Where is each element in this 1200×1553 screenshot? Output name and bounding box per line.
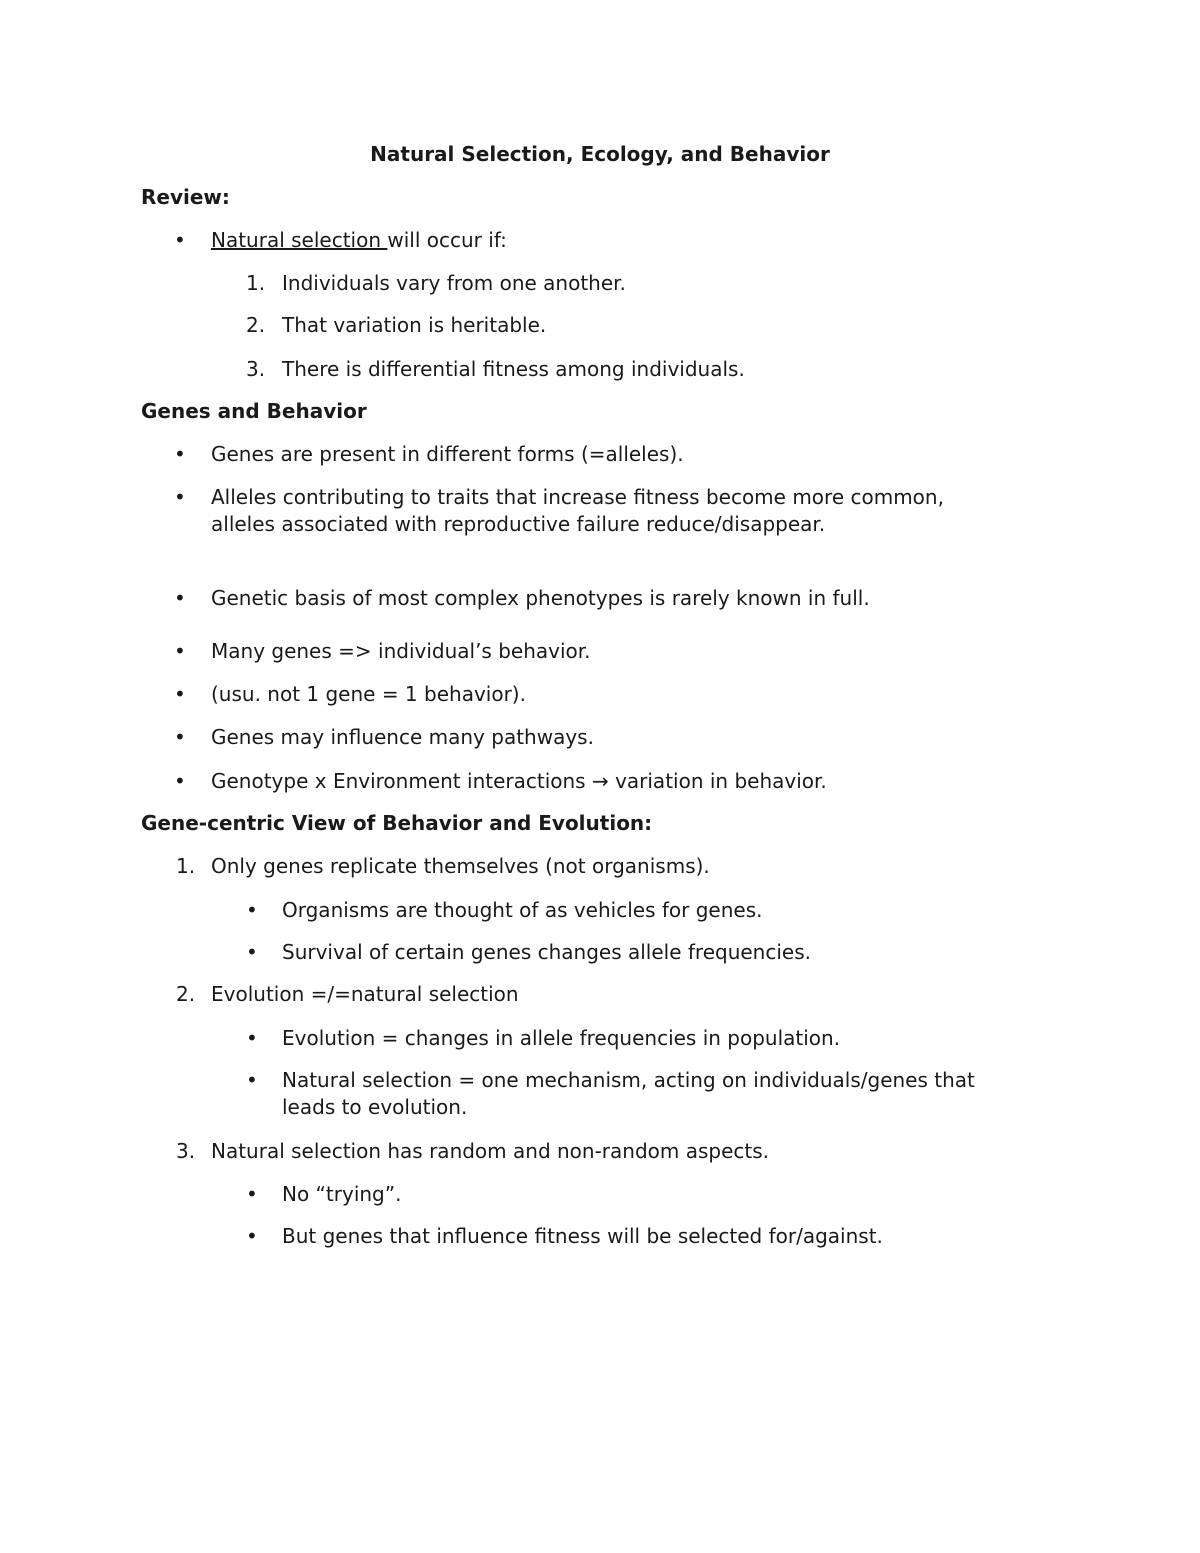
gene-centric-sub-1-1: Organisms are thought of as vehicles for genes. [282, 898, 763, 922]
number-marker: 2. [176, 982, 196, 1006]
bullet-marker: • [174, 228, 186, 252]
review-item-2: That variation is heritable. [282, 313, 547, 337]
genes-bullet-1: Genes are present in different forms (=alleles). [211, 442, 684, 466]
bullet-marker: • [174, 485, 186, 509]
bullet-marker: • [246, 1068, 258, 1092]
number-marker: 3. [246, 357, 266, 381]
genes-bullet-2: Alleles contributing to traits that increase fitness become more common, [211, 485, 944, 509]
genes-bullet-7: Genotype x Environment interactions → variation in behavior. [211, 769, 827, 793]
gene-centric-sub-3-2: But genes that influence fitness will be selected for/against. [282, 1224, 883, 1248]
gene-centric-item-3: Natural selection has random and non-random aspects. [211, 1139, 770, 1163]
bullet-marker: • [174, 769, 186, 793]
gene-centric-sub-1-2: Survival of certain genes changes allele frequencies. [282, 940, 811, 964]
page-title: Natural Selection, Ecology, and Behavior [370, 142, 830, 166]
bullet-marker: • [174, 586, 186, 610]
gene-centric-sub-3-1: No “trying”. [282, 1182, 402, 1206]
genes-bullet-4: Many genes => individual’s behavior. [211, 639, 591, 663]
number-marker: 1. [176, 854, 196, 878]
genes-bullet-2-continued: alleles associated with reproductive failure reduce/disappear. [211, 512, 826, 536]
genes-bullet-5: (usu. not 1 gene = 1 behavior). [211, 682, 526, 706]
bullet-marker: • [174, 442, 186, 466]
review-heading: Review: [141, 185, 230, 209]
review-bullet-rest: will occur if: [387, 228, 507, 252]
bullet-marker: • [246, 898, 258, 922]
genes-bullet-6: Genes may influence many pathways. [211, 725, 594, 749]
natural-selection-term: Natural selection [211, 228, 388, 252]
gene-centric-sub-2-2-continued: leads to evolution. [282, 1095, 468, 1119]
number-marker: 3. [176, 1139, 196, 1163]
gene-centric-heading: Gene-centric View of Behavior and Evolution: [141, 811, 653, 835]
bullet-marker: • [174, 682, 186, 706]
gene-centric-sub-2-2: Natural selection = one mechanism, acting on individuals/genes that [282, 1068, 975, 1092]
bullet-marker: • [246, 1026, 258, 1050]
gene-centric-item-2: Evolution =/=natural selection [211, 982, 519, 1006]
genes-bullet-3: Genetic basis of most complex phenotypes is rarely known in full. [211, 586, 870, 610]
review-item-3: There is differential fitness among individuals. [282, 357, 745, 381]
review-item-1: Individuals vary from one another. [282, 271, 626, 295]
number-marker: 1. [246, 271, 266, 295]
gene-centric-item-1: Only genes replicate themselves (not organisms). [211, 854, 710, 878]
bullet-marker: • [174, 639, 186, 663]
genes-behavior-heading: Genes and Behavior [141, 399, 367, 423]
bullet-marker: • [246, 940, 258, 964]
bullet-marker: • [246, 1182, 258, 1206]
number-marker: 2. [246, 313, 266, 337]
review-bullet [211, 227, 507, 254]
gene-centric-sub-2-1: Evolution = changes in allele frequencies in population. [282, 1026, 841, 1050]
bullet-marker: • [246, 1224, 258, 1248]
bullet-marker: • [174, 725, 186, 749]
